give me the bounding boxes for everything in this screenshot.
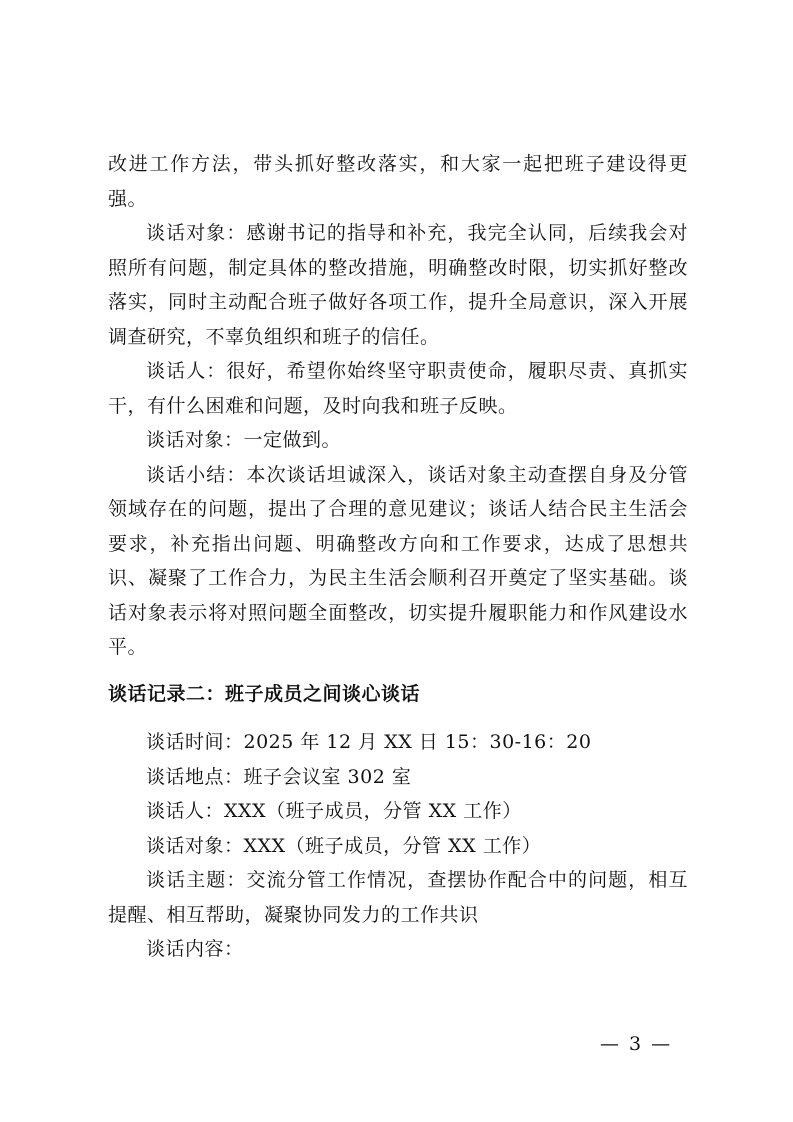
paragraph-target-confirm: 谈话对象：一定做到。	[146, 429, 342, 451]
page-number: — 3 —	[600, 1033, 673, 1055]
paragraph-target-reply: 谈话对象：感谢书记的指导和补充，我完全认同，后续我会对照所有问题，制定具体的整改措施，明确整改时限，切实抓好整改落实，同时主动配合班子做好各项工作，提升全局意识，深入开展调查研究，不辜负组织和班子的信任。	[108, 222, 688, 348]
field-target: 谈话对象：XXX（班子成员，分管 XX 工作）	[146, 834, 542, 857]
field-topic: 谈话主题：交流分管工作情况，查摆协作配合中的问题，相互提醒、相互帮助，凝聚协同发力的工作共识	[108, 869, 688, 926]
section-heading: 谈话记录二：班子成员之间谈心谈话	[108, 682, 421, 705]
field-content-label: 谈话内容：	[146, 938, 244, 960]
paragraph-summary: 谈话小结：本次谈话坦诚深入，谈话对象主动查摆自身及分管领域存在的问题，提出了合理的意见建议；谈话人结合民主生活会要求，补充指出问题、明确整改方向和工作要求，达成了思想共识、凝聚了工作合力，为民主生活会顺利召开奠定了坚实基础。谈话对象表示将对照问题全面整改，切实提升履职能力和作风建设水平。	[108, 463, 688, 658]
field-time: 谈话时间：2025 年 12 月 XX 日 15：30-16：20	[146, 731, 592, 753]
paragraph-speaker-reply: 谈话人：很好，希望你始终坚守职责使命，履职尽责、真抓实干，有什么困难和问题，及时向我和班子反映。	[108, 360, 688, 417]
document-body	[108, 147, 688, 967]
field-place: 谈话地点：班子会议室 302 室	[146, 765, 412, 788]
field-speaker: 谈话人：XXX（班子成员，分管 XX 工作）	[146, 800, 522, 822]
paragraph-continuation: 改进工作方法，带头抓好整改落实，和大家一起把班子建设得更强。	[108, 153, 688, 210]
